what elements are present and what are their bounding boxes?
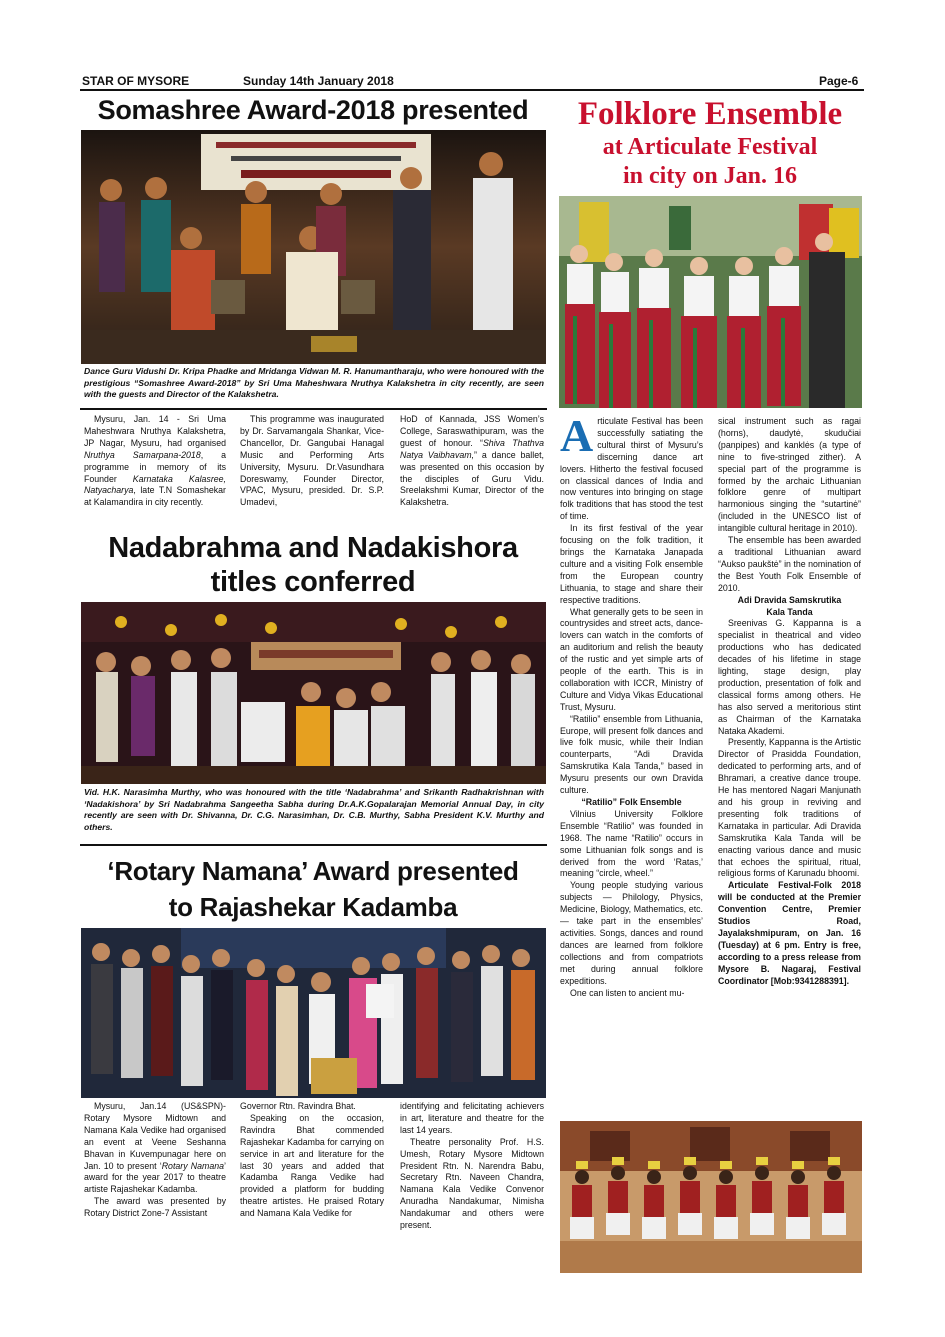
- photo-lithuanian-ensemble-icon: [559, 196, 862, 408]
- caption-nadabrahma: Vid. H.K. Narasimha Murthy, who was honoured with the title ‘Nadabrahma’ and Srikanth Radhakrishnan with ‘Nadakishora’ by Sri Nadabrahma Sangeetha Sabha during Dr.A.K.Gopalarajan Memorial Annual Day, in city recently are seen with Dr. Shivanna, Dr. C.G. Narasimhan, Dr. C.B. Murthy, Sabha President K.V. Murthy and others.: [84, 787, 544, 832]
- subhead-ratilio: “Ratilio” Folk Ensemble: [581, 797, 682, 807]
- somashree-col-2: This programme was inaugurated by Dr. Sarvamangala Shankar, Vice-Chancellor, Dr. Gangubai Hanagal Music and Performing Arts University, Mysuru. Dr.Vasundhara Doreswamy, Founder Director, VPAC, Mysuru, presided. Dr. S.P. Umadevi,: [240, 414, 384, 508]
- photo-lithuanian-ensemble: [559, 196, 862, 408]
- photo-award-group-icon: [81, 130, 546, 364]
- headline-folklore-line3: in city on Jan. 16: [622, 163, 798, 189]
- caption-somashree: Dance Guru Vidushi Dr. Kripa Phadke and Mridanga Vidwan M. R. Hanumantharaju, who were honoured with the prestigious “Somashree Award-2018” by Sri Uma Maheshwara Nruthya Kalakshetra in city recently, are seen with the guests and Director of the Kalakshetra.: [84, 366, 544, 400]
- headline-rotary-line1: ‘Rotary Namana’ Award presented: [107, 856, 519, 886]
- subhead-adi-dravida-1: Adi Dravida Samskrutika: [737, 594, 842, 605]
- masthead-paper-name: STAR OF MYSORE: [82, 74, 190, 88]
- photo-folk-dancers: [560, 1121, 862, 1273]
- rotary-col-1: Mysuru, Jan.14 (US&SPN)- Rotary Mysore Midtown and Namana Kala Vedike had organised an event at Veene Seshanna Bhavan in Kuvempunagar here on Jan. 10 to present ‘Rotary Namana’ award for the year 2017 to theatre artiste Rajashekar Kadamba. The award was presented by Rotary District Zone-7 Assistant: [84, 1101, 226, 1219]
- masthead-date: Sunday 14th January 2018: [243, 74, 394, 88]
- somashree-col-3: HoD of Kannada, JSS Women’s College, Saraswathipuram, was the guest of honour. “Shiva Thathva Natya Vaibhavam,” a dance ballet, was presented on this occasion by the disciples of Guru Vidu. Sreelakshmi Kumar, Director of the Kalakshetra.: [400, 414, 544, 508]
- rotary-col-2: Governor Rtn. Ravindra Bhat. Speaking on the occasion, Ravindra Bhat commended Rajashekar Kadamba for carrying on service in art and literature for the last 30 years and added that Kadamba Ranga Vedike had provided a platform for budding theatre artistes. He praised Rotary and Namana Kala Vedike for: [240, 1101, 384, 1219]
- photo-rotary-group-icon: [81, 928, 546, 1098]
- dropcap-letter: A: [560, 410, 594, 461]
- rotary-col-3: identifying and felicitating achievers in art, literature and theatre for the last 14 years. Theatre personality Prof. H.S. Umesh, Rotary Mysore Midtown President Rtn. N. Narendra Babu, Secretary Rtn. Naveen Chandra, Namana Kala Vedike Convenor Anuradha Nandakumar, Nimisha Nandakumar and others were present.: [400, 1101, 544, 1231]
- headline-somashree: Somashree Award-2018 presented: [97, 95, 529, 125]
- photo-rotary-group: [81, 928, 546, 1098]
- headline-rotary-line2: to Rajashekar Kadamba: [168, 892, 458, 922]
- caption-rule-1: [80, 408, 547, 410]
- somashree-col-1: Mysuru, Jan. 14 - Sri Uma Maheshwara Nruthya Kalakshetra, JP Nagar, Mysuru, had organised Nruthya Samarpana-2018, a programme in memory of its Founder Karnataka Kalasree, Natyacharya, late T.N Somashekar at Kalamandira in city recently.: [84, 414, 226, 508]
- headline-folklore-line2: at Articulate Festival: [602, 134, 818, 160]
- headline-folklore-line1: Folklore Ensemble: [577, 96, 843, 132]
- festival-details: Articulate Festival-Folk 2018 will be conducted at the Premier Convention Centre, Premier Studios Road, Jayalakshmipuram, on Jan. 16 (Tuesday) at 6 pm. Entry is free, according to a press release from Mysore B. Nagaraj, Festival Coordinator [Mob:9341288391].: [718, 880, 861, 986]
- column-gap: [715, 418, 716, 1118]
- caption-rule-2: [80, 844, 547, 846]
- photo-nadabrahma-group: [81, 602, 546, 784]
- photo-nadabrahma-group-icon: [81, 602, 546, 784]
- photo-folk-dancers-icon: [560, 1121, 862, 1273]
- folklore-col-1: Articulate Festival has been successfully satiating the cultural thirst of Mysuru’s discerning dance art lovers. Hitherto the festival focused on classical dances of India and now ventures into bringing on stage folk traditions that has stood the test of time. In its first festival of the year focusing on the folk tradition, it brings the Karnataka Janapada culture and a visiting Folk ensemble from the European country Lithuania, to stage and share their respective traditions. What generally gets to be seen in countrysides and street acts, dance-lovers can watch in the comforts of an auditorium and relish the beauty of the rustic and yet simple arts of people of the earth. This is in collaboration with ICCR, Ministry of Culture and Vidya Vikas Educational Trust, Mysuru. “Ratilio” ensemble from Lithuania, Europe, will present folk dances and live folk music, while their Indian counterparts, “Adi Dravida Samskrutika Kala Tanda,” based in Mysuru presents our own Dravida culture. “Ratilio” Folk Ensemble Vilnius University Folklore Ensemble “Ratilio” was founded in 1968. The name “Ratilio” occurs in some Lithuanian folk songs and is derived from the word ‘Ratas,’ meaning “circle, wheel.” Young people studying various subjects — Philology, Physics, Medicine, Biology, Mathematics, etc. — take part in the ensembles’ activities. Songs, dances and round dances are learned from folklore collections and from compatriots met during annual folklore expeditions. One can listen to ancient mu-: [560, 410, 703, 998]
- header-rule: [80, 89, 864, 91]
- headline-nadabrahma-line1: Nadabrahma and Nadakishora: [108, 532, 518, 564]
- photo-award-group: [81, 130, 546, 364]
- headline-nadabrahma-line2: titles conferred: [210, 566, 416, 598]
- masthead-page-number: Page-6: [819, 74, 859, 88]
- subhead-adi-dravida-2: Kala Tanda: [766, 606, 813, 617]
- folklore-col-2: sical instrument such as ragai (horns), daudytė, skudučiai (panpipes) and kanklės (a type of nine to five-stringed zither). A special part of the programme is formed by the archaic Lithuanian folklore genre of multipart harmonious singing the “sutartinė” (included in the UNESCO list of intangible cultural heritage in 2010). The ensemble has been awarded a traditional Lithuanian award “Aukso paukštė” in the nomination of the Best Youth Folk Ensemble of 2010. Adi Dravida Samskrutika Kala Tanda Sreenivas G. Kappanna is a specialist in theatrical and video productions who has dedicated decades of his lifetime in stage lighting, stage design, play production, presentation of folk and classical forms among others. He has also served a meritorious stint as Chairman of the Karnataka Nataka Akademi. Presently, Kappanna is the Artistic Director of Prasidda Foundation, dedicated to performing arts, and of Bhramari, a creative dance troupe. He has mentored Nagari Manjunath and his group in reviving and presenting folk traditions of Karnataka in particular. Adi Dravida Samskrutika Kala Tanda will be enacting various dance and music that echoes the spiritual, ritual, religious forms of Karunadu bhoomi. Articulate Festival-Folk 2018 will be conducted at the Premier Convention Centre, Premier Studios Road, Jayalakshmipuram, on Jan. 16 (Tuesday) at 6 pm. Entry is free, according to a press release from Mysore B. Nagaraj, Festival Coordinator [Mob:9341288391].: [718, 416, 861, 986]
